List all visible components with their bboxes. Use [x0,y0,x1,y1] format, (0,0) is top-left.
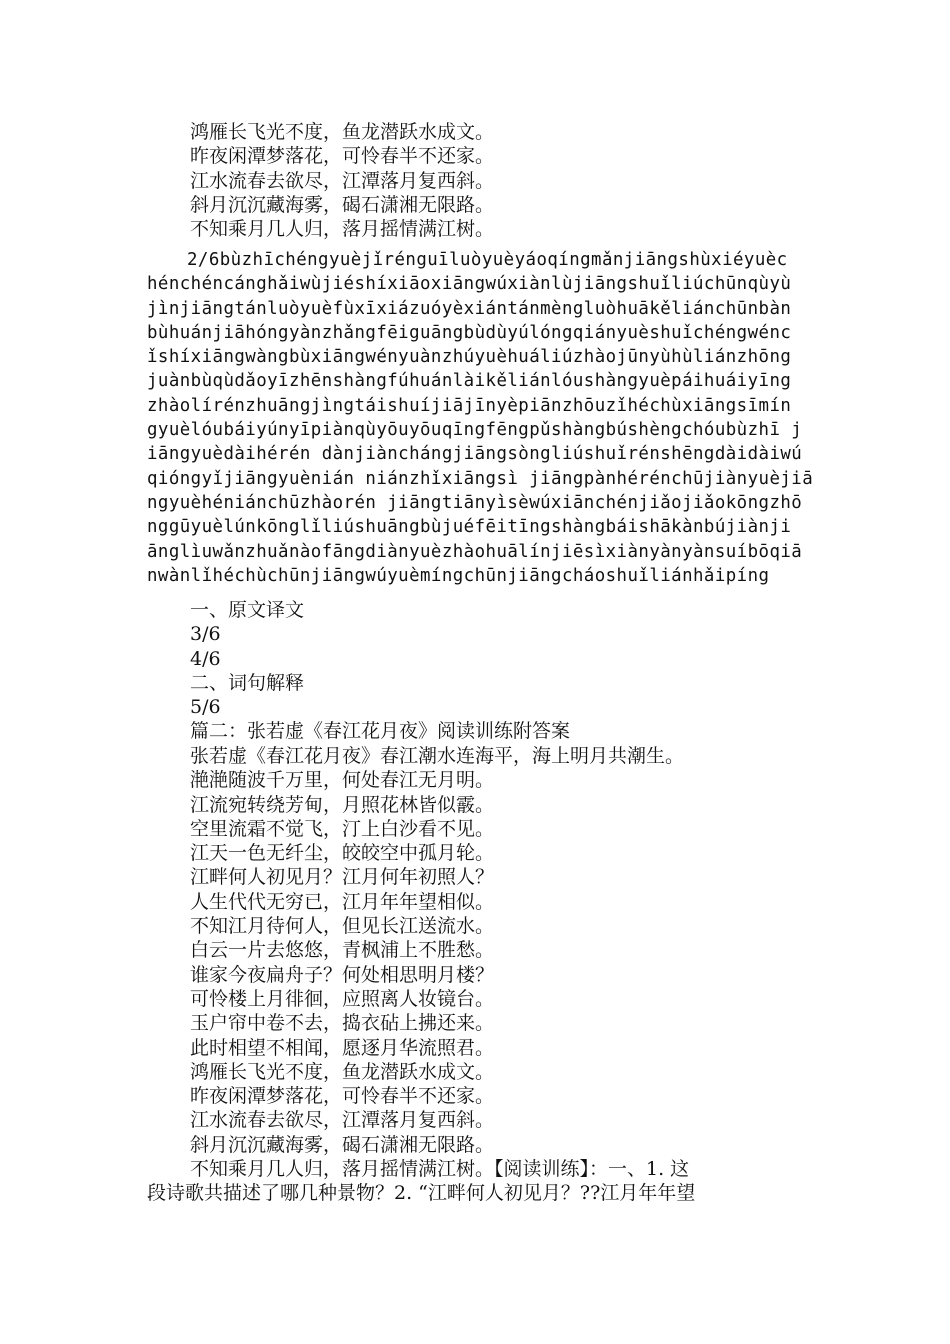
pinyin-line: iāngyuèdàihérén dànjiànchángjiāngsòngliúshuǐrénshēngdàidàiwú [147,444,803,465]
poem-line: 江天一色无纤尘，皎皎空中孤月轮。 [190,842,495,865]
poem-line: 江流宛转绕芳甸，月照花林皆似霰。 [190,793,495,816]
pinyin-line: hénchéncánghǎiwùjiéshíxiāoxiāngwúxiànlùjiāngshuǐliúchūnqùyù [147,274,792,295]
poem-line: 斜月沉沉藏海雾，碣石潇湘无限路。 [190,1133,495,1156]
poem-line: 江水流春去欲尽，江潭落月复西斜。 [190,1109,495,1132]
training-line: 段诗歌共描述了哪几种景物？2. “江畔何人初见月？??江月年年望 [147,1182,696,1205]
poem-line: 可怜楼上月徘徊，应照离人妆镜台。 [190,987,495,1010]
poem-line: 江水流春去欲尽，江潭落月复西斜。 [190,169,495,192]
poem-line: 斜月沉沉藏海雾，碣石潇湘无限路。 [190,193,495,216]
poem-full-block [147,744,807,1157]
pinyin-block [147,248,814,588]
pinyin-line: juànbùqùdǎoyīzhēnshàngfúhuánlàikěliánlóushàngyuèpáihuáiyīng [147,371,792,392]
poem-line: 昨夜闲潭梦落花，可怜春半不还家。 [190,145,495,168]
poem-line: 鸿雁长飞光不度，鱼龙潜跃水成文。 [190,1060,495,1083]
pinyin-line: ǐshíxiāngwàngbùxiāngwényuànzhúyuèhuáliúzhàojūnyùhùliánzhōng [147,347,792,368]
section-heading: 二、词句解释 [190,671,305,694]
poem-line: 滟滟随波千万里，何处春江无月明。 [190,769,495,792]
poem-line: 白云一片去悠悠，青枫浦上不胜愁。 [190,939,495,962]
pinyin-line: zhàolírénzhuāngjìngtáishuíjiājīnyèpiānzhōuzǐhéchùxiāngsīmín [147,395,792,416]
page-marker: 3/6 [190,623,221,646]
poem-tail-block [147,120,807,241]
poem-line: 玉户帘中卷不去，捣衣砧上拂还来。 [190,1012,495,1035]
pinyin-line: 2/6bùzhīchéngyuèjǐrénguīluòyuèyáoqíngmǎnjiāngshùxiéyuèc [187,250,788,270]
pinyin-line: qióngyǐjiāngyuènián niánzhǐxiāngsì jiāngpànhérénchūjiànyuèjiā [147,468,814,489]
pinyin-line: gyuèlóubáiyúnyīpiànqùyōuyōuqīngfēngpǔshàngbúshèngchóubùzhī j [147,420,803,441]
pinyin-line: bùhuánjiāhóngyànzhǎngfēiguāngbùdùyúlóngqiányuèshuǐchéngwénc [147,322,792,343]
pinyin-line: ānglìuwǎnzhuǎnàofāngdiànyuèzhàohuālínjiēsìxiànyànyànsuíbōqiā [147,541,803,562]
pinyin-line: nggūyuèlúnkōnglǐliúshuāngbùjuéfēitīngshàngbáishākànbújiànji [147,517,792,538]
poem-line: 江畔何人初见月？江月何年初照人？ [190,866,495,889]
poem-line: 空里流霜不觉飞，汀上白沙看不见。 [190,817,495,840]
training-line: 不知乘月几人归，落月摇情满江树。【阅读训练】：一、1. 这 [190,1158,690,1180]
poem-line: 昨夜闲潭梦落花，可怜春半不还家。 [190,1085,495,1108]
poem-line: 人生代代无穷已，江月年年望相似。 [190,890,495,913]
pinyin-line: ngyuèhéniánchūzhàorén jiāngtiānyìsèwúxiānchénjiǎojiǎokōngzhō [147,492,803,513]
poem-line: 张若虚《春江花月夜》春江潮水连海平，海上明月共潮生。 [190,745,685,767]
reading-training-block [147,1157,807,1206]
page-marker: 5/6 [190,696,221,719]
pinyin-line: nwànlǐhéchùchūnjiāngwúyuèmíngchūnjiāngcháoshuǐliánhǎipíng [147,565,770,586]
poem-line: 此时相望不相闻，愿逐月华流照君。 [190,1036,495,1059]
page-marker: 4/6 [190,647,221,670]
sections-block [147,598,807,744]
poem-line: 不知江月待何人，但见长江送流水。 [190,915,495,938]
pinyin-line: jìnjiāngtánluòyuèfùxīxiázuóyèxiántánmèngluòhuākěliánchūnbàn [147,298,792,319]
poem-line: 不知乘月几人归，落月摇情满江树。 [190,218,495,241]
section-heading: 一、原文译文 [190,599,305,621]
poem-line: 鸿雁长飞光不度，鱼龙潜跃水成文。 [190,121,495,143]
article-title: 篇二：张若虚《春江花月夜》阅读训练附答案 [190,720,571,743]
poem-line: 谁家今夜扁舟子？何处相思明月楼？ [190,963,495,986]
